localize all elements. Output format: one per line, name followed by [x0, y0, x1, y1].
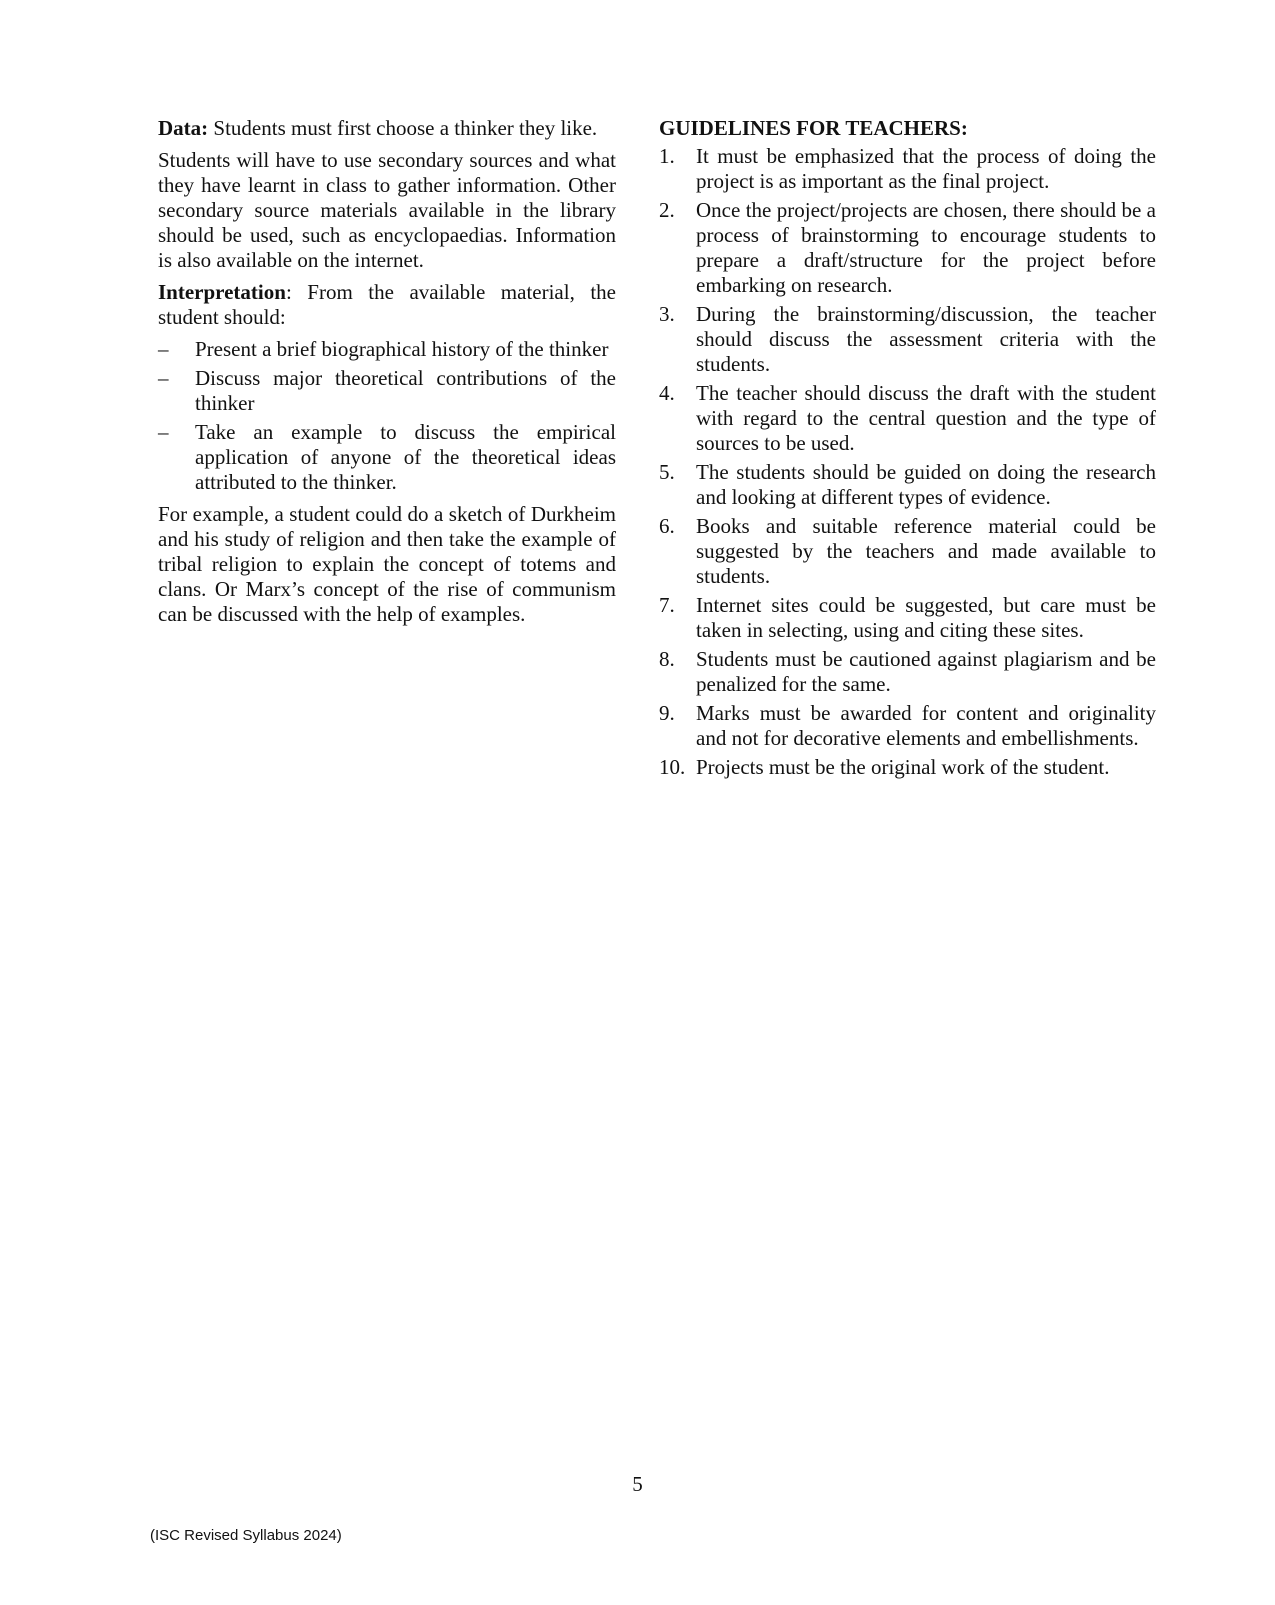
list-item	[659, 302, 1156, 377]
list-item	[659, 514, 1156, 589]
interpretation-list	[158, 337, 616, 495]
right-column	[659, 116, 1156, 784]
item-number: 2.	[659, 198, 675, 222]
list-item	[659, 647, 1156, 697]
item-number: 3.	[659, 302, 675, 326]
item-number: 1.	[659, 144, 675, 168]
data-paragraph	[158, 116, 616, 141]
list-item	[659, 701, 1156, 751]
sources-paragraph: Students will have to use secondary sources and what they have learnt in class to gather information. Other secondary source materials available in the library should be used, such as encyclopaedias. Information is also available on the internet.	[158, 148, 616, 272]
list-item-text: Marks must be awarded for content and originality and not for decorative elements and embellishments.	[696, 701, 1156, 750]
data-label: Data:	[158, 116, 209, 140]
list-item	[158, 420, 616, 495]
interpretation-text: : From the available material, the student should:	[158, 280, 616, 329]
dash-marker: –	[158, 337, 169, 361]
item-number: 7.	[659, 593, 675, 617]
list-item	[659, 755, 1156, 780]
list-item-text: Discuss major theoretical contributions of the thinker	[195, 366, 616, 415]
left-column	[158, 116, 616, 634]
list-item	[158, 337, 616, 362]
item-number: 8.	[659, 647, 675, 671]
guidelines-list	[659, 144, 1156, 780]
list-item-text: Students must be cautioned against plagiarism and be penalized for the same.	[696, 647, 1156, 696]
example-paragraph: For example, a student could do a sketch of Durkheim and his study of religion and then take the example of tribal religion to explain the concept of totems and clans. Or Marx’s concept of the rise of communism can be discussed with the help of examples.	[158, 502, 616, 626]
list-item-text: The teacher should discuss the draft with the student with regard to the central question and the type of sources to be used.	[696, 381, 1156, 455]
item-number: 5.	[659, 460, 675, 484]
page-number: 5	[632, 1472, 643, 1496]
interpretation-paragraph	[158, 280, 616, 330]
list-item-text: Once the project/projects are chosen, there should be a process of brainstorming to encourage students to prepare a draft/structure for the project before embarking on research.	[696, 198, 1156, 297]
list-item-text: During the brainstorming/discussion, the teacher should discuss the assessment criteria with the students.	[696, 302, 1156, 376]
list-item	[659, 381, 1156, 456]
list-item-text: Projects must be the original work of the student.	[696, 755, 1110, 779]
guidelines-heading: GUIDELINES FOR TEACHERS:	[659, 116, 968, 140]
list-item-text: Take an example to discuss the empirical application of anyone of the theoretical ideas attributed to the thinker.	[195, 420, 616, 494]
list-item-text: It must be emphasized that the process of doing the project is as important as the final project.	[696, 144, 1156, 193]
list-item	[659, 198, 1156, 298]
list-item	[158, 366, 616, 416]
list-item	[659, 460, 1156, 510]
list-item	[659, 593, 1156, 643]
item-number: 9.	[659, 701, 675, 725]
dash-marker: –	[158, 420, 169, 444]
item-number: 6.	[659, 514, 675, 538]
interpretation-label: Interpretation	[158, 280, 286, 304]
footer-note: (ISC Revised Syllabus 2024)	[150, 1527, 342, 1544]
list-item	[659, 144, 1156, 194]
item-number: 4.	[659, 381, 675, 405]
list-item-text: Books and suitable reference material could be suggested by the teachers and made available to students.	[696, 514, 1156, 588]
dash-marker: –	[158, 366, 169, 390]
list-item-text: Internet sites could be suggested, but care must be taken in selecting, using and citing these sites.	[696, 593, 1156, 642]
list-item-text: The students should be guided on doing the research and looking at different types of evidence.	[696, 460, 1156, 509]
list-item-text: Present a brief biographical history of the thinker	[195, 337, 609, 361]
data-text: Students must first choose a thinker they like.	[208, 116, 598, 140]
item-number: 10.	[659, 755, 686, 779]
